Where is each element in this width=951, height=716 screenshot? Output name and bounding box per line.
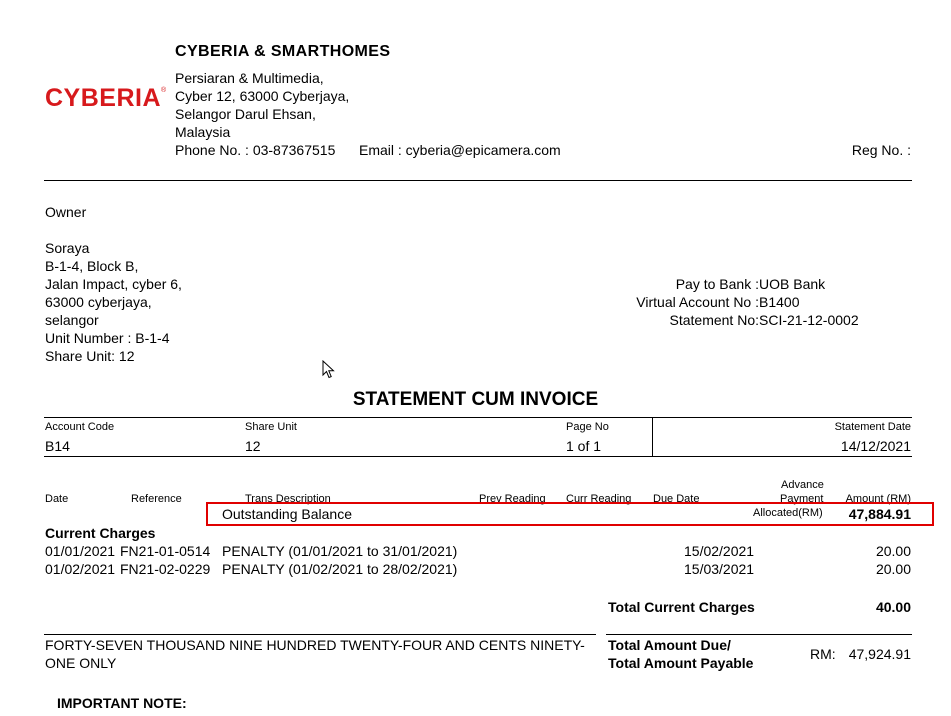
column-header-reference: Reference (131, 493, 182, 505)
page-no-label: Page No (566, 421, 609, 433)
document-title: STATEMENT CUM INVOICE (352, 389, 599, 410)
column-header-amount: Amount (RM) (845, 493, 911, 505)
logo-text: CYBERIA (45, 84, 162, 112)
row-due-date: 15/02/2021 (684, 543, 755, 559)
row-amount: 20.00 (875, 561, 911, 577)
virtual-account-label: Virtual Account No : (636, 294, 759, 310)
row-due-date: 15/03/2021 (684, 561, 755, 577)
column-header-allocated: Allocated(RM) (753, 507, 823, 519)
company-phone: Phone No. : 03-87367515 (175, 142, 336, 158)
outstanding-balance-label: Outstanding Balance (222, 505, 356, 523)
row-description: PENALTY (01/01/2021 to 31/01/2021) (222, 543, 458, 559)
owner-share-unit: Share Unit: 12 (45, 348, 135, 364)
words-divider (44, 634, 596, 635)
column-header-date: Date (45, 493, 69, 505)
row-date: 01/01/2021 (45, 543, 116, 559)
company-name: CYBERIA & SMARTHOMES (175, 43, 391, 60)
statement-date-value: 14/12/2021 (840, 438, 911, 454)
info-table-top-border (44, 417, 912, 418)
currency-label: RM: (810, 646, 836, 662)
owner-name: Soraya (45, 240, 90, 256)
totals-divider (606, 634, 912, 635)
total-current-charges-amount: 40.00 (875, 599, 911, 615)
row-date: 01/02/2021 (45, 561, 116, 577)
account-code-label: Account Code (45, 421, 115, 433)
pay-to-bank-value: UOB Bank (759, 276, 826, 292)
logo-registered-mark: ® (161, 87, 167, 94)
owner-address-line: B-1-4, Block B, (45, 258, 139, 274)
column-header-payment: Payment (780, 493, 824, 505)
row-description: PENALTY (01/02/2021 to 28/02/2021) (222, 561, 458, 577)
header-divider (44, 180, 912, 181)
share-unit-label: Share Unit (245, 421, 297, 433)
virtual-account-value: B1400 (759, 294, 800, 310)
statement-date-label: Statement Date (834, 421, 911, 433)
total-current-charges-label: Total Current Charges (608, 599, 755, 615)
mouse-cursor-icon (322, 360, 336, 380)
reg-no: Reg No. : (851, 142, 911, 158)
statement-no-value: SCI-21-12-0002 (759, 312, 859, 328)
owner-address-line: 63000 cyberjaya, (45, 294, 152, 310)
company-logo (45, 84, 167, 113)
total-amount-payable-value: 47,924.91 (848, 646, 911, 662)
share-unit-value: 12 (245, 438, 261, 454)
column-header-advance: Advance (781, 479, 824, 491)
outstanding-highlight-box (206, 502, 934, 526)
info-table-bottom-border (44, 456, 912, 457)
column-header-curr-reading: Curr Reading (566, 493, 632, 505)
amount-in-words-line: ONE ONLY (45, 655, 117, 671)
column-header-prev-reading: Prev Reading (479, 493, 546, 505)
total-amount-due-label: Total Amount Due/ (608, 637, 731, 653)
company-address-line: Selangor Darul Ehsan, (175, 106, 316, 122)
row-reference: FN21-01-0514 (120, 543, 211, 559)
outstanding-balance-amount: 47,884.91 (848, 506, 911, 522)
company-address-line: Malaysia (175, 124, 231, 140)
company-address-line: Cyber 12, 63000 Cyberjaya, (175, 88, 350, 104)
owner-address-line: selangor (45, 312, 99, 328)
owner-unit-number: Unit Number : B-1-4 (45, 330, 170, 346)
column-header-due-date: Due Date (653, 493, 700, 505)
company-address-line: Persiaran & Multimedia, (175, 70, 324, 86)
current-charges-label: Current Charges (45, 525, 156, 541)
amount-in-words-line: FORTY-SEVEN THOUSAND NINE HUNDRED TWENTY-FOUR AND CENTS NINETY- (45, 637, 585, 653)
important-note-heading: IMPORTANT NOTE: (57, 695, 187, 711)
info-table-divider (652, 417, 653, 457)
statement-no-label: Statement No: (669, 312, 759, 328)
row-amount: 20.00 (875, 543, 911, 559)
row-reference: FN21-02-0229 (120, 561, 211, 577)
company-email: Email : cyberia@epicamera.com (359, 142, 561, 158)
column-header-trans-description: Trans Description (245, 493, 331, 505)
total-amount-payable-label: Total Amount Payable (608, 655, 754, 671)
pay-to-bank-label: Pay to Bank : (675, 276, 759, 292)
page-no-value: 1 of 1 (566, 438, 602, 454)
owner-label: Owner (45, 204, 87, 220)
owner-address-line: Jalan Impact, cyber 6, (45, 276, 182, 292)
account-code-value: B14 (45, 438, 70, 454)
